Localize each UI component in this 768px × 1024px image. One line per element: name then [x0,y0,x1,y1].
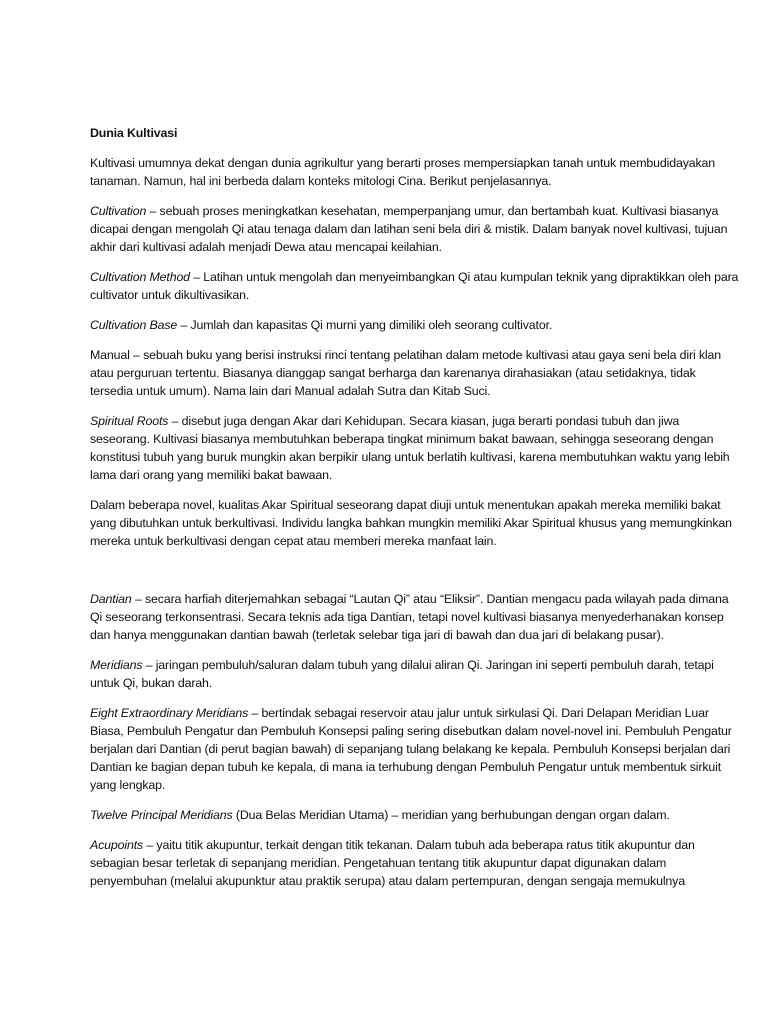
paragraph-text: – jaringan pembuluh/saluran dalam tubuh yang dilalui aliran Qi. Jaringan ini seperti pembuluh darah, tetapi untuk Qi, bukan darah. [90,658,714,690]
term-label: Cultivation Base [90,318,178,332]
paragraph [90,496,740,550]
paragraph [90,836,740,890]
blank-line [90,562,740,590]
paragraph [90,412,740,484]
paragraph-text: – Jumlah dan kapasitas Qi murni yang dimiliki oleh seorang cultivator. [177,318,553,332]
term-label: Meridians [90,658,143,672]
paragraph [90,590,740,644]
paragraph-text: Dalam beberapa novel, kualitas Akar Spiritual seseorang dapat diuji untuk menentukan apakah mereka memiliki bakat yang dibutuhkan untuk berkultivasi. Individu langka bahkan mungkin memiliki Akar Spiritual khusus yang memungkinkan mereka untuk berkultivasi dengan cepat atau memberi mereka manfaat lain. [90,498,732,548]
paragraph-text: – bertindak sebagai reservoir atau jalur untuk sirkulasi Qi. Dari Delapan Meridian Luar Biasa, Pembuluh Pengatur dan Pembuluh Konsepsi paling sering disebutkan dalam novel-novel ini. Pembuluh Pengatur berjalan dari Dantian (di perut bagian bawah) di sepanjang tulang belakang ke kepala. Pembuluh Konsepsi berjalan dari Dantian ke bagian depan tubuh ke kepala, di mana ia terhubung dengan Pembuluh Pengatur untuk membentuk sirkuit yang lengkap. [90,706,732,792]
paragraph-text: (Dua Belas Meridian Utama) – meridian yang berhubungan dengan organ dalam. [232,808,670,822]
paragraph [90,316,740,334]
term-label: Spiritual Roots [90,414,169,428]
paragraph [90,656,740,692]
paragraph-text: – sebuah proses meningkatkan kesehatan, memperpanjang umur, dan bertambah kuat. Kultivasi biasanya dicapai dengan mengolah Qi atau tenaga dalam dan latihan seni bela diri & mistik. Dalam banyak novel kultivasi, tujuan akhir dari kultivasi adalah menjadi Dewa atau mencapai keilahian. [90,204,728,254]
paragraph [90,268,740,304]
term-label: Cultivation [90,204,147,218]
term-label: Acupoints [90,838,144,852]
paragraph-text: Kultivasi umumnya dekat dengan dunia agrikultur yang berarti proses mempersiapkan tanah untuk membudidayakan tanaman. Namun, hal ini berbeda dalam konteks mitologi Cina. Berikut penjelasannya. [90,156,716,188]
paragraph [90,202,740,256]
paragraph [90,806,740,824]
paragraph-text: – secara harfiah diterjemahkan sebagai “Lautan Qi” atau “Eliksir”. Dantian mengacu pada wilayah pada dimana Qi seseorang terkonsentrasi. Secara teknis ada tiga Dantian, tetapi novel kultivasi biasanya menyederhanakan konsep dan hanya menggunakan dantian bawah (terletak selebar tiga jari di bawah dan dua jari di belakang pusar). [90,592,729,642]
term-label: Cultivation Method [90,270,190,284]
paragraph-text: – disebut juga dengan Akar dari Kehidupan. Secara kiasan, juga berarti pondasi tubuh dan jiwa seseorang. Kultivasi biasanya membutuhkan beberapa tingkat minimum bakat bawaan, sehingga seseorang dengan konstitusi tubuh yang buruk mungkin akan berpikir ulang untuk berlatih kultivasi, karena membutuhkan waktu yang lebih lama dari orang yang memiliki bakat bawaan. [90,414,730,482]
document-page [90,124,740,902]
paragraph-text: – yaitu titik akupuntur, terkait dengan titik tekanan. Dalam tubuh ada beberapa ratus titik akupuntur dan sebagian besar terletak di sepanjang meridian. Pengetahuan tentang titik akupuntur dapat digunakan dalam penyembuhan (melalui akupunktur atau praktik serupa) atau dalam pertempuran, dengan sengaja memukulnya [90,838,695,888]
term-label: Eight Extraordinary Meridians [90,706,249,720]
paragraph-text: – Latihan untuk mengolah dan menyeimbangkan Qi atau kumpulan teknik yang dipraktikkan oleh para cultivator untuk dikultivasikan. [90,270,739,302]
term-label: Dantian [90,592,132,606]
term-label: Twelve Principal Meridians [90,808,233,822]
document-title: Dunia Kultivasi [90,126,178,140]
paragraph [90,154,740,190]
paragraph [90,704,740,794]
paragraph-text: Manual – sebuah buku yang berisi instruksi rinci tentang pelatihan dalam metode kultivasi atau gaya seni bela diri klan atau perguruan tertentu. Biasanya dianggap sangat berharga dan karenanya dirahasiakan (atau setidaknya, tidak tersedia untuk umum). Nama lain dari Manual adalah Sutra dan Kitab Suci. [90,348,721,398]
paragraph [90,346,740,400]
